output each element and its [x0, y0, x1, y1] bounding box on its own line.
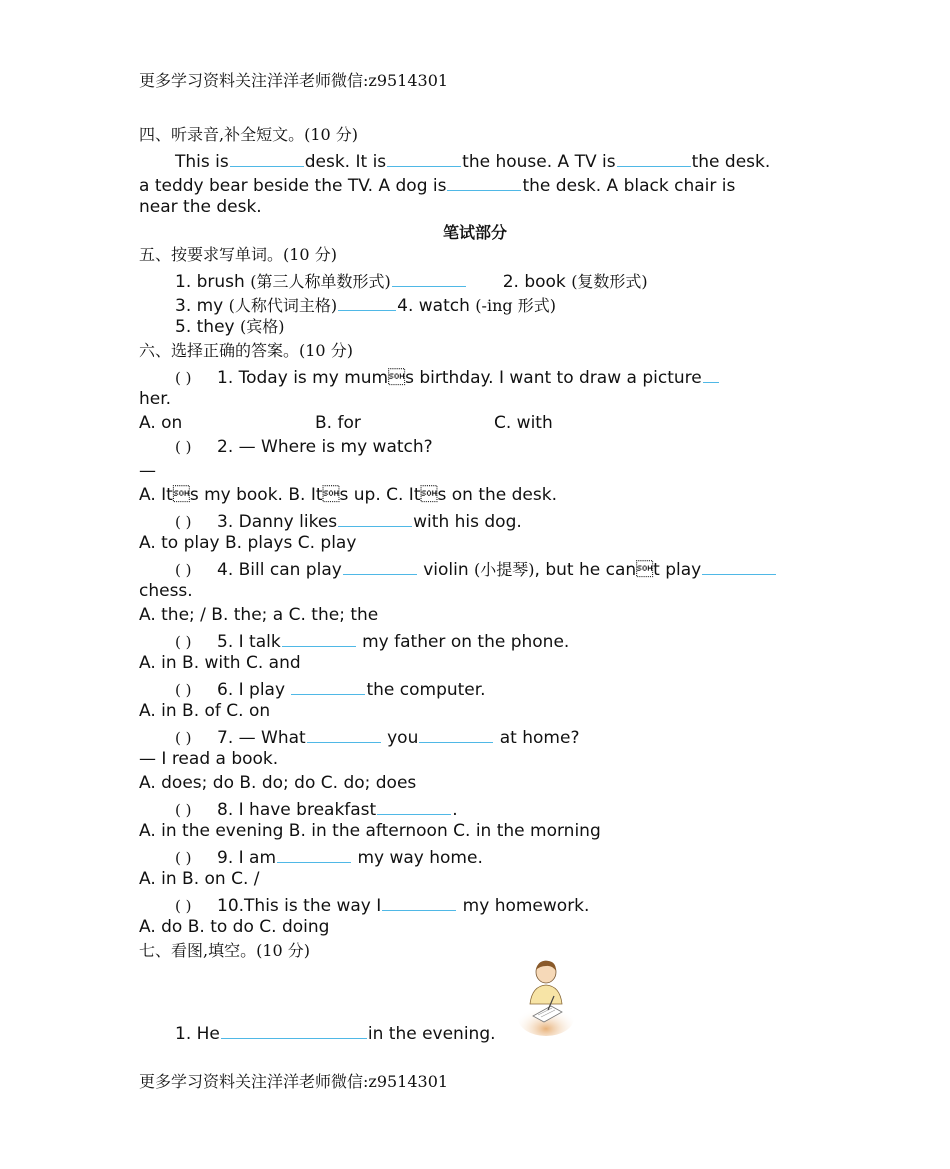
- question-1-cont: her.: [139, 389, 172, 409]
- question-8: ( ) 8. I have breakfast .: [175, 796, 458, 821]
- s5-row-3: 5. they (宾格): [175, 317, 285, 337]
- answer-blank[interactable]: [338, 508, 412, 527]
- question-1: ( ) 1. Today is my mums birthday. I want to draw a picture: [175, 364, 720, 389]
- section-4-title: 四、听录音,补全短文。(10 分): [139, 125, 359, 144]
- answer-blank[interactable]: [447, 172, 521, 191]
- answer-blank[interactable]: [702, 556, 776, 575]
- answer-blank[interactable]: [307, 724, 381, 743]
- page-footer: 更多学习资料关注洋洋老师微信:z9514301: [139, 1072, 449, 1091]
- answer-blank[interactable]: [291, 676, 365, 695]
- question-6-options: A. in B. of C. on: [139, 701, 271, 721]
- question-7-options: A. does; do B. do; do C. do; does: [139, 773, 417, 793]
- answer-blank[interactable]: [392, 268, 466, 287]
- question-4-options: A. the; / B. the; a C. the; the: [139, 605, 379, 625]
- question-10-options: A. do B. to do C. doing: [139, 917, 330, 937]
- s5-row-2: 3. my (人称代词主格) 4. watch (-ing 形式): [175, 292, 556, 317]
- question-6: ( ) 6. I play the computer.: [175, 676, 486, 701]
- answer-blank[interactable]: [419, 724, 493, 743]
- question-9-options: A. in B. on C. /: [139, 869, 260, 889]
- s5-row-1: 1. brush (第三人称单数形式) 2. book (复数形式): [175, 268, 648, 293]
- question-3-options: A. to play B. plays C. play: [139, 533, 357, 553]
- question-1-options: A. on B. for C. with: [139, 413, 553, 433]
- section-6-title: 六、选择正确的答案。(10 分): [139, 341, 353, 360]
- section-5-title: 五、按要求写单词。(10 分): [139, 245, 337, 264]
- answer-blank[interactable]: [221, 1020, 367, 1039]
- boy-writing-illustration: [518, 958, 574, 1036]
- page-header: 更多学习资料关注洋洋老师微信:z9514301: [139, 71, 449, 90]
- question-7: ( ) 7. — What you at home?: [175, 724, 579, 749]
- question-2: ( ) 2. — Where is my watch?: [175, 437, 433, 457]
- question-7-answer: — I read a book.: [139, 749, 279, 769]
- written-part-title: 笔试部分: [442, 223, 507, 242]
- answer-blank[interactable]: [377, 796, 451, 815]
- question-2-options: A. Its my book. B. Its up. C. Its on the desk.: [139, 485, 557, 505]
- question-5-options: A. in B. with C. and: [139, 653, 301, 673]
- question-5: ( ) 5. I talk my father on the phone.: [175, 628, 569, 653]
- answer-blank[interactable]: [282, 628, 356, 647]
- question-4: ( ) 4. Bill can play violin (小提琴), but he cant play: [175, 556, 777, 581]
- question-10: ( ) 10.This is the way I my homework.: [175, 892, 589, 917]
- question-8-options: A. in the evening B. in the afternoon C. in the morning: [139, 821, 601, 841]
- answer-blank[interactable]: [382, 892, 456, 911]
- answer-blank[interactable]: [387, 148, 461, 167]
- answer-blank[interactable]: [277, 844, 351, 863]
- question-2-dash: —: [139, 461, 156, 481]
- answer-blank[interactable]: [343, 556, 417, 575]
- question-9: ( ) 9. I am my way home.: [175, 844, 483, 869]
- answer-blank[interactable]: [230, 148, 304, 167]
- question-4-cont: chess.: [139, 581, 193, 601]
- answer-blank[interactable]: [617, 148, 691, 167]
- s7-question-1: 1. He in the evening.: [175, 1020, 496, 1045]
- s4-line-3: near the desk.: [139, 197, 262, 217]
- question-3: ( ) 3. Danny likes with his dog.: [175, 508, 522, 533]
- s4-line-2: a teddy bear beside the TV. A dog is the desk. A black chair is: [139, 172, 735, 197]
- answer-blank[interactable]: [338, 292, 396, 311]
- section-7-title: 七、看图,填空。(10 分): [139, 941, 311, 960]
- answer-blank[interactable]: [703, 364, 719, 383]
- s4-line-1: This is desk. It is the house. A TV is the desk.: [175, 148, 770, 173]
